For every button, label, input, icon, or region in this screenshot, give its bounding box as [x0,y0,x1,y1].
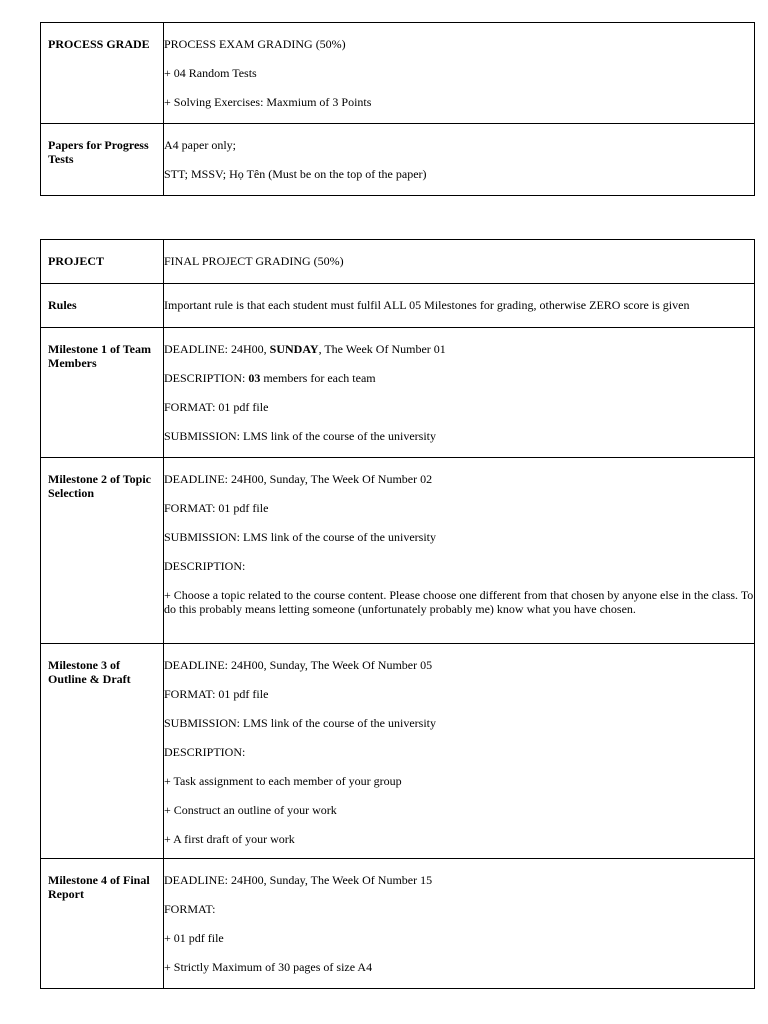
milestone2-submission: SUBMISSION: LMS link of the course of the university [164,530,436,544]
papers-label: Papers for Progress Tests [48,138,149,166]
milestone3-format: FORMAT: 01 pdf file [164,687,269,701]
milestone2-detail: + Choose a topic related to the course content. Please choose one different from that chosen by anyone else in the class. To do this probably means letting someone (unfortunately probably me) know what you have chosen. [164,588,754,616]
milestone4-label: Milestone 4 of Final Report [48,873,150,901]
list-item: + 01 pdf file [164,931,224,945]
row-label-cell [41,328,164,458]
row-content-cell [164,23,755,124]
table-row [41,644,755,859]
row-content-cell [164,458,755,644]
milestone2-deadline: DEADLINE: 24H00, Sunday, The Week Of Number 02 [164,472,433,486]
row-label-cell [41,458,164,644]
a4-paper-line: A4 paper only; [164,138,236,152]
rules-text: Important rule is that each student must fulfil ALL 05 Milestones for grading, otherwise ZERO score is given [164,298,690,312]
table-row [41,328,755,458]
milestone4-format: FORMAT: [164,902,216,916]
milestone3-deadline: DEADLINE: 24H00, Sunday, The Week Of Number 05 [164,658,433,672]
row-content-cell [164,284,755,328]
milestone1-description [164,371,754,385]
deadline-day: SUNDAY [269,342,319,356]
project-label: PROJECT [48,254,105,268]
random-tests-line: + 04 Random Tests [164,66,257,80]
milestone2-format: FORMAT: 01 pdf file [164,501,269,515]
milestone4-deadline: DEADLINE: 24H00, Sunday, The Week Of Number 15 [164,873,433,887]
process-grade-table [40,22,755,196]
table-row [41,240,755,284]
milestone3-submission: SUBMISSION: LMS link of the course of the university [164,716,436,730]
deadline-prefix: DEADLINE: 24H00, [164,342,270,356]
milestone2-description: DESCRIPTION: [164,559,246,573]
list-item: + A first draft of your work [164,832,295,846]
deadline-suffix: , The Week Of Number 01 [318,342,446,356]
solving-exercises-line: + Solving Exercises: Maxmium of 3 Points [164,95,372,109]
table-row [41,124,755,196]
row-content-cell [164,124,755,196]
row-label-cell [41,859,164,989]
process-grade-label: PROCESS GRADE [48,37,150,51]
row-content-cell [164,240,755,284]
row-label-cell [41,124,164,196]
row-label-cell [41,240,164,284]
list-item: + Strictly Maximum of 30 pages of size A4 [164,960,373,974]
table-row [41,859,755,989]
description-suffix: members for each team [260,371,376,385]
milestone1-submission: SUBMISSION: LMS link of the course of the university [164,429,436,443]
milestone1-format: FORMAT: 01 pdf file [164,400,269,414]
row-content-cell [164,644,755,859]
table-row [41,458,755,644]
milestone3-description: DESCRIPTION: [164,745,246,759]
list-item: + Task assignment to each member of your group [164,774,402,788]
final-project-grading: FINAL PROJECT GRADING (50%) [164,254,344,268]
row-label-cell [41,284,164,328]
project-table [40,239,755,989]
row-label-cell [41,644,164,859]
milestone1-deadline [164,342,754,356]
member-count: 03 [248,371,261,385]
paper-header-line: STT; MSSV; Họ Tên (Must be on the top of the paper) [164,167,427,181]
table-row [41,23,755,124]
milestone3-label: Milestone 3 of Outline & Draft [48,658,131,686]
milestone1-label: Milestone 1 of Team Members [48,342,151,370]
description-prefix: DESCRIPTION: [164,371,249,385]
table-row [41,284,755,328]
process-grading-title: PROCESS EXAM GRADING (50%) [164,37,346,51]
row-content-cell [164,859,755,989]
list-item: + Construct an outline of your work [164,803,337,817]
row-label-cell [41,23,164,124]
row-content-cell [164,328,755,458]
rules-label: Rules [48,298,77,312]
milestone2-label: Milestone 2 of Topic Selection [48,472,152,500]
